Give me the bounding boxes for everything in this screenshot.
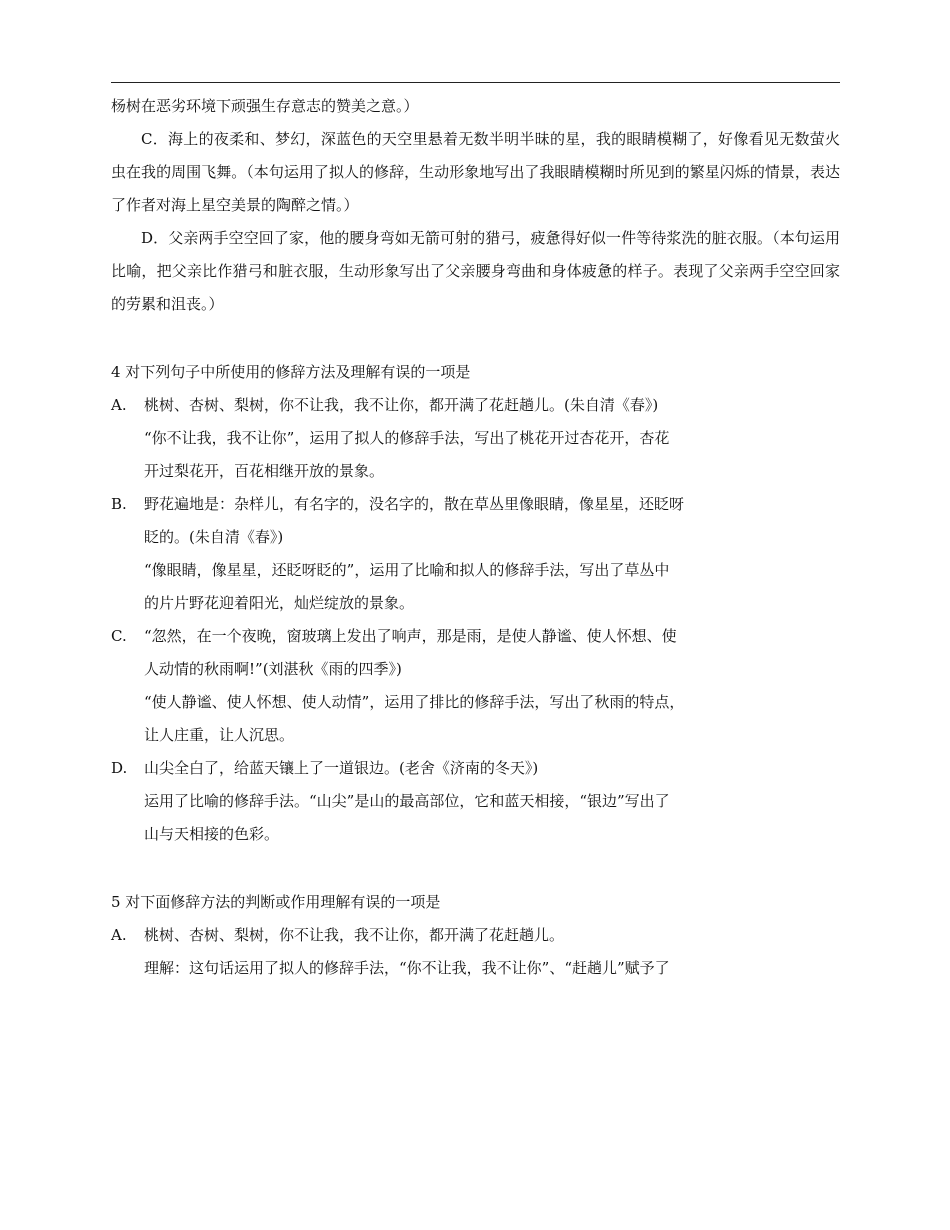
option-letter: D. [111,759,128,777]
option-letter: C. [111,627,127,645]
q4-option-b [111,488,840,521]
option-explanation: “你不让我，我不让你”，运用了拟人的修辞手法，写出了桃花开过杏花开，杏花 [144,429,670,447]
option-explanation: 山与天相接的色彩。 [144,825,280,843]
option-sentence: “忽然，在一个夜晚，窗玻璃上发出了响声，那是雨，是使人静谧、使人怀想、使 [144,627,677,645]
option-explanation: 开过梨花开，百花相继开放的景象。 [144,462,385,480]
option-sentence: 野花遍地是：杂样儿，有名字的，没名字的，散在草丛里像眼睛，像星星，还眨呀 [144,495,685,513]
option-explanation: 理解：这句话运用了拟人的修辞手法，“你不让我，我不让你”、“赶趟儿”赋予了 [144,959,670,977]
option-explanation: “像眼睛，像星星，还眨呀眨的”，运用了比喻和拟人的修辞手法，写出了草丛中 [144,561,670,579]
option-explanation: “使人静谧、使人怀想、使人动情”，运用了排比的修辞手法，写出了秋雨的特点， [144,693,685,711]
option-letter: A. [111,396,127,414]
q4-option-d [111,752,840,785]
prev-option-d: D．父亲两手空空回了家，他的腰身弯如无箭可射的猎弓，疲惫得好似一件等待浆洗的脏衣服。（本句运用比喻，把父亲比作猎弓和脏衣服，生动形象写出了父亲腰身弯曲和身体疲惫的样子。表现了父亲两手空空回家的劳累和沮丧。） [111,229,840,313]
spacer [111,321,840,356]
option-explanation: 的片片野花迎着阳光，灿烂绽放的景象。 [144,594,415,612]
question-4-title: 4 对下列句子中所使用的修辞方法及理解有误的一项是 [111,363,471,381]
header-rule [111,82,840,83]
option-letter: B. [111,495,127,513]
spacer [111,851,840,886]
option-explanation: 让人庄重，让人沉思。 [144,726,295,744]
prev-question-tail: 杨树在恶劣环境下顽强生存意志的赞美之意。） [111,97,419,115]
question-5-title: 5 对下面修辞方法的判断或作用理解有误的一项是 [111,893,441,911]
document-body [111,90,840,985]
option-sentence: 桃树、杏树、梨树，你不让我，我不让你，都开满了花赶趟儿。 [144,926,565,944]
option-letter: A. [111,926,127,944]
q4-option-c [111,620,840,653]
q4-option-a [111,389,840,422]
option-sentence: 人动情的秋雨啊!”(刘湛秋《雨的四季》) [144,660,402,678]
option-sentence: 桃树、杏树、梨树，你不让我，我不让你，都开满了花赶趟儿。(朱自清《春》) [144,396,659,414]
prev-option-c: C．海上的夜柔和、梦幻，深蓝色的天空里悬着无数半明半昧的星，我的眼睛模糊了，好像看见无数萤火虫在我的周围飞舞。（本句运用了拟人的修辞，生动形象地写出了我眼睛模糊时所见到的繁星闪烁的情景，表达了作者对海上星空美景的陶醉之情。） [111,130,840,214]
q5-option-a [111,919,840,952]
option-sentence: 眨的。(朱自清《春》) [144,528,284,546]
option-sentence: 山尖全白了，给蓝天镶上了一道银边。(老舍《济南的冬天》) [144,759,539,777]
option-explanation: 运用了比喻的修辞手法。“山尖”是山的最高部位，它和蓝天相接，“银边”写出了 [144,792,670,810]
